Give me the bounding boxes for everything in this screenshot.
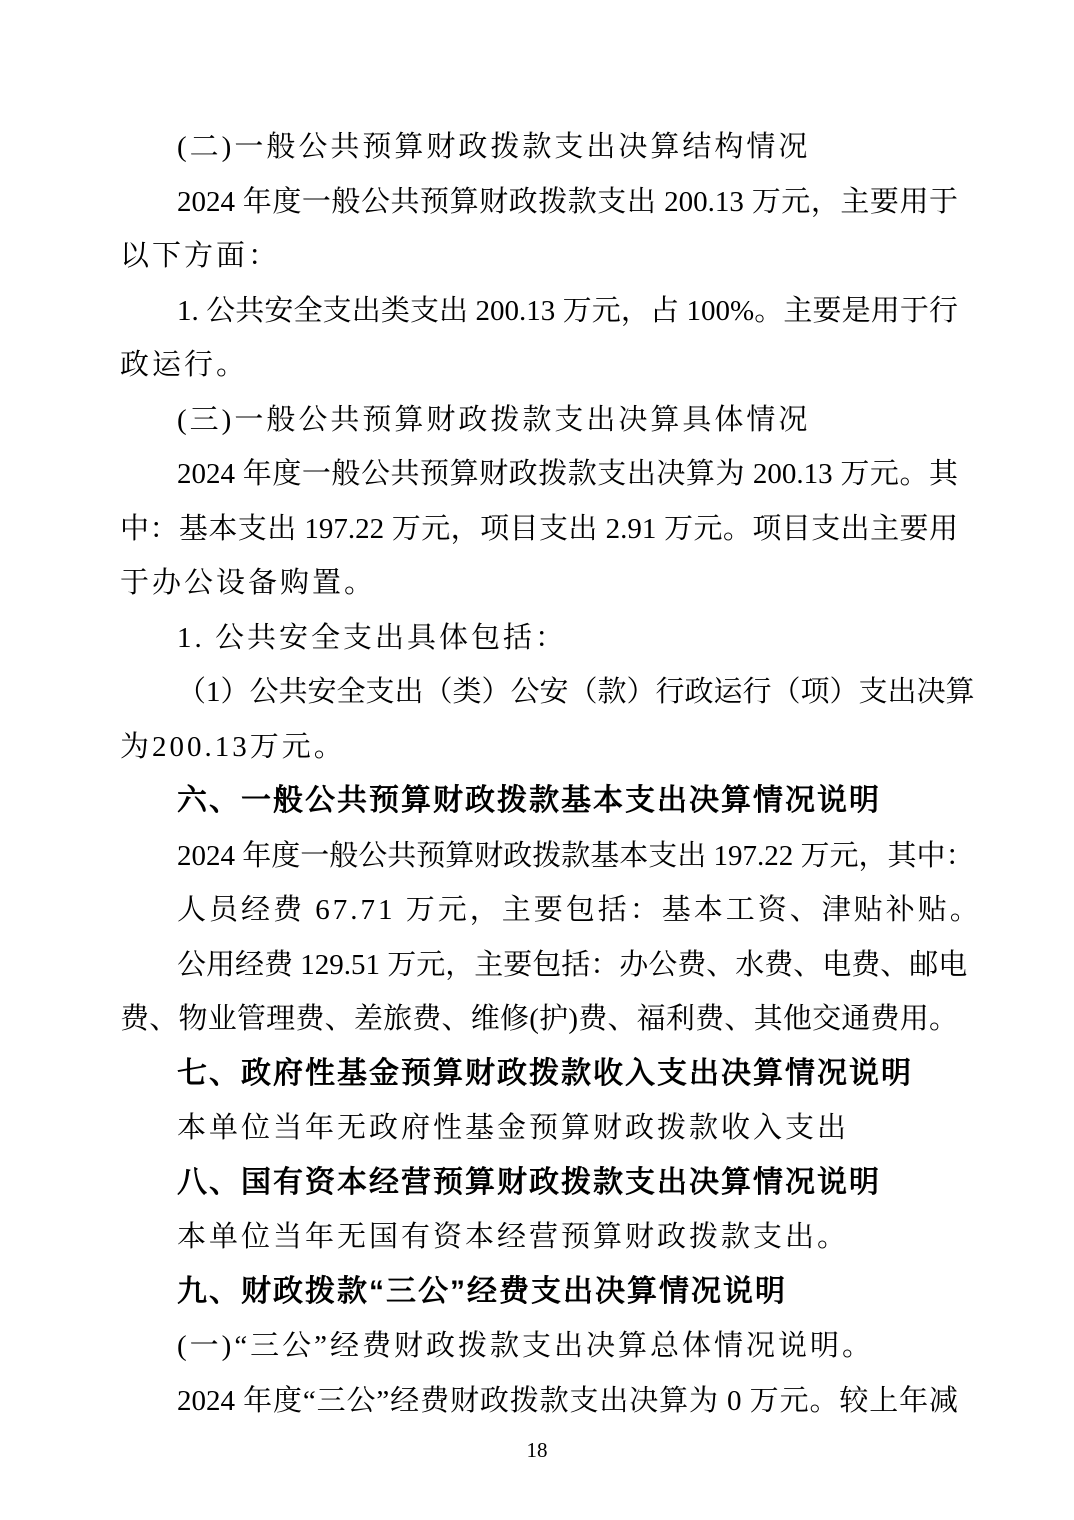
section-heading-8: 八、国有资本经营预算财政拨款支出决算情况说明: [177, 1165, 881, 1199]
subsection-heading-2: (二)一般公共预算财政拨款支出决算结构情况: [177, 131, 811, 163]
body-line: 2024 年度“三公”经费财政拨款支出决算为 0 万元。较上年减: [177, 1384, 958, 1417]
body-line: 于办公设备购置。: [120, 567, 377, 599]
document-body: [120, 120, 982, 1428]
body-line: 费、物业管理费、差旅费、维修(护)费、福利费、其他交通费用。: [120, 1003, 958, 1035]
body-line: 2024 年度一般公共预算财政拨款支出决算为 200.13 万元。其: [177, 458, 958, 490]
body-line: 政运行。: [120, 349, 249, 381]
body-line: 本单位当年无政府性基金预算财政拨款收入支出: [177, 1112, 850, 1144]
subsection-heading-3: (三)一般公共预算财政拨款支出决算具体情况: [177, 403, 811, 436]
body-line: （1）公共安全支出（类）公安（款）行政运行（项）支出决算: [177, 676, 975, 708]
page-number: 18: [526, 1438, 548, 1462]
body-line: 以下方面：: [120, 240, 281, 272]
body-line: 中：基本支出 197.22 万元，项目支出 2.91 万元。项目支出主要用: [120, 512, 958, 545]
body-line: 1. 公共安全支出具体包括：: [177, 621, 568, 654]
body-line: 为200.13万元。: [120, 730, 346, 763]
body-line: 本单位当年无国有资本经营预算财政拨款支出。: [177, 1221, 850, 1253]
body-line: 公用经费 129.51 万元，主要包括：办公费、水费、电费、邮电: [177, 948, 968, 981]
section-heading-6: 六、一般公共预算财政拨款基本支出决算情况说明: [177, 784, 881, 817]
body-line: 1. 公共安全支出类支出 200.13 万元，占 100%。主要是用于行: [177, 294, 958, 327]
body-line: 2024 年度一般公共预算财政拨款基本支出 197.22 万元，其中：: [177, 839, 975, 872]
body-line: 2024 年度一般公共预算财政拨款支出 200.13 万元，主要用于: [177, 185, 958, 218]
subsection-heading-1: (一)“三公”经费财政拨款支出决算总体情况说明。: [177, 1330, 875, 1362]
section-heading-9: 九、财政拨款“三公”经费支出决算情况说明: [177, 1274, 787, 1308]
body-line: 人员经费 67.71 万元，主要包括：基本工资、津贴补贴。: [177, 894, 982, 926]
section-heading-7: 七、政府性基金预算财政拨款收入支出决算情况说明: [177, 1056, 913, 1090]
